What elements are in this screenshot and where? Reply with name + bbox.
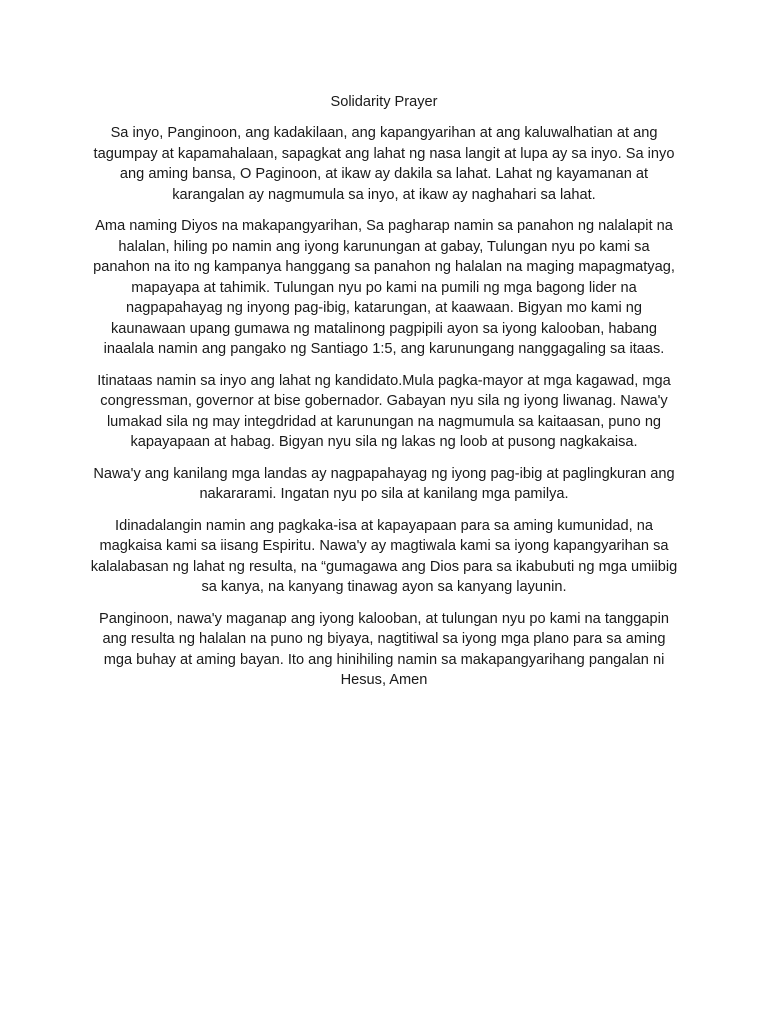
paragraph-2: Ama naming Diyos na makapangyarihan, Sa pagharap namin sa panahon ng nalalapit na halalan, hiling po namin ang iyong karunungan at gabay, Tulungan nyu po kami sa panahon na ito ng kampanya hanggang sa panahon ng halalan na maging mapagmatyag, mapayapa at tahimik. Tulungan nyu po kami na pumili ng mga bagong lider na nagpapahayag ng inyong pag-ibig, katarungan, at kaawaan. Bigyan mo kami ng kaunawaan upang gumawa ng matalinong pagpipili ayon sa iyong kalooban, habang inaalala namin ang pangako ng Santiago 1:5, ang karunungang nanggagaling sa itaas.: [93, 218, 675, 357]
paragraph-5: Idinadalangin namin ang pagkaka-isa at kapayapaan para sa aming kumunidad, na magkaisa kami sa iisang Espiritu. Nawa'y ay magtiwala kami sa iyong kapangyarihan sa kalalabasan ng lahat ng resulta, na “gumagawa ang Dios para sa ikabubuti ng mga umiibig sa kanya, na kanyang tinawag ayon sa kanyang layunin.: [90, 517, 678, 595]
paragraph-4: Nawa'y ang kanilang mga landas ay nagpapahayag ng iyong pag-ibig at paglingkuran ang nakararami. Ingatan nyu po sila at kanilang mga pamilya.: [93, 465, 675, 502]
document-page: [90, 92, 678, 702]
paragraph-6: Panginoon, nawa'y maganap ang iyong kalooban, at tulungan nyu po kami na tanggapin ang resulta ng halalan na puno ng biyaya, nagtitiwal sa iyong mga plano para sa aming mga buhay at aming bayan. Ito ang hinihiling namin sa makapangyarihang pangalan ni Hesus, Amen: [99, 610, 669, 688]
paragraph-3: Itinataas namin sa inyo ang lahat ng kandidato.Mula pagka-mayor at mga kagawad, mga congressman, governor at bise gobernador. Gabayan nyu sila ng iyong liwanag. Nawa'y lumakad sila ng may integdridad at karunungan na nagmumula sa kaitaasan, puno ng kapayapaan at habag. Bigyan nyu sila ng lakas ng loob at pusong nagkakaisa.: [97, 372, 671, 450]
document-title: Solidarity Prayer: [330, 94, 438, 110]
paragraph-1: Sa inyo, Panginoon, ang kadakilaan, ang kapangyarihan at ang kaluwalhatian at ang tagumpay at kapamahalaan, sapagkat ang lahat ng nasa langit at lupa ay sa inyo. Sa inyo ang aming bansa, O Paginoon, at ikaw ay dakila sa lahat. Lahat ng kayamanan at karangalan ay nagmumula sa inyo, at ikaw ay naghahari sa lahat.: [93, 125, 675, 203]
